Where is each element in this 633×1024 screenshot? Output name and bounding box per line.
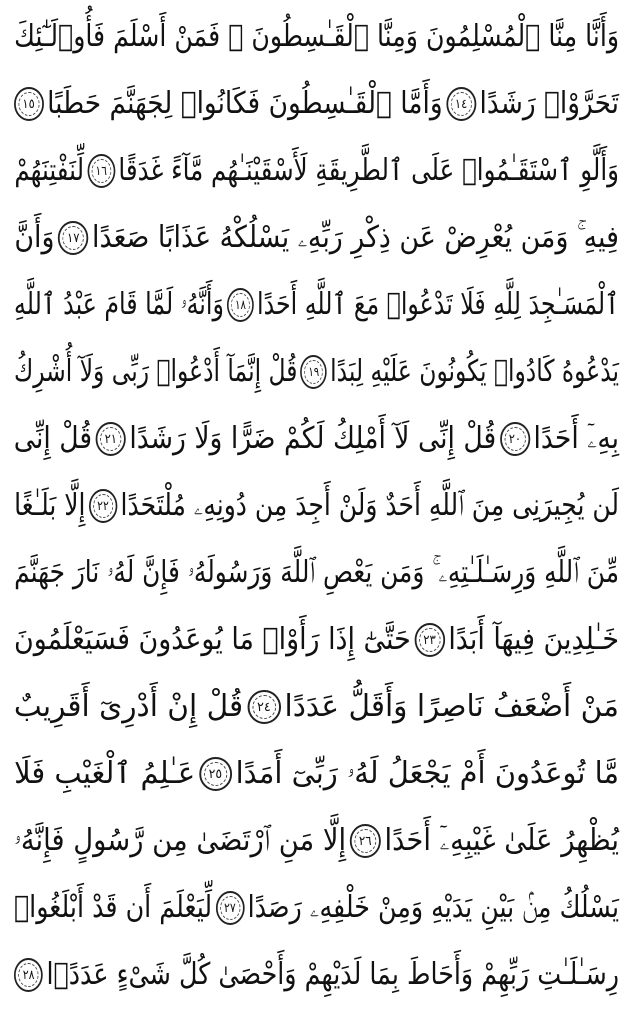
verse-line <box>14 138 619 204</box>
verse-text: رِسَـٰلَـٰتِ رَبِّهِمْ وَأَحَاطَ بِمَا لَدَيْهِمْ وَأَحْصَىٰ كُلَّ شَىْءٍ عَدَدًۢا <box>46 957 619 992</box>
verse-text: تَحَرَّوْا۟ رَشَدًا <box>479 86 619 121</box>
verse-line-text <box>13 823 619 858</box>
verse-line <box>14 339 619 405</box>
ayah-number: ٢٤ <box>256 699 271 715</box>
verse-line <box>14 607 619 673</box>
verse-line-text <box>14 488 619 523</box>
verse-line <box>14 71 619 137</box>
verse-text: مَّا تُوعَدُونَ أَمْ يَجْعَلُ لَهُۥ رَبِّىٓ أَمَدًا <box>235 756 619 791</box>
ayah-number: ٢٥ <box>208 766 223 782</box>
verse-line <box>14 272 619 338</box>
verse-line-text <box>14 19 620 54</box>
verse-text: فِيهِ ۚ وَمَن يُعْرِضْ عَن ذِكْرِ رَبِّهِۦ يَسْلُكْهُ عَذَابًا صَعَدًا <box>92 220 619 255</box>
verse-text: وَأَمَّا ٱلْقَـٰسِطُونَ فَكَانُوا۟ لِجَهَنَّمَ حَطَبًا <box>47 86 443 121</box>
verse-text: إِلَّا مَنِ ٱرْتَضَىٰ مِن رَّسُولٍ فَإِنَّهُۥ <box>13 823 347 858</box>
verse-line-text <box>14 153 619 188</box>
verse-line <box>14 205 619 271</box>
verse-text: يَدْعُوهُ كَادُوا۟ يَكُونُونَ عَلَيْهِ لِبَدًا <box>330 354 619 389</box>
ayah-number-marker <box>87 154 115 188</box>
verse-text: مِّنَ ٱللَّهِ وَرِسَـٰلَـٰتِهِۦ ۚ وَمَن يَعْصِ ٱللَّهَ وَرَسُولَهُۥ فَإِنَّ لَهُۥ نَارَ جَهَنَّمَ <box>14 555 619 590</box>
verse-line-text <box>13 890 619 925</box>
verse-text: خَـٰلِدِينَ فِيهَآ أَبَدًا <box>448 622 619 657</box>
verse-text: عَـٰلِمُ ٱلْغَيْبِ فَلَا <box>14 756 196 791</box>
verse-text: قُلْ إِنِّى <box>13 421 93 456</box>
ayah-number: ١٩ <box>308 364 320 380</box>
verse-line-text <box>22 86 619 121</box>
ayah-number: ١٤ <box>454 96 468 112</box>
ayah-number: ٢٣ <box>423 632 436 648</box>
verse-text: لَن يُجِيرَنِى مِنَ ٱللَّهِ أَحَدٌ وَلَنْ أَجِدَ مِن دُونِهِۦ مُلْتَحَدًا <box>120 488 619 523</box>
verse-text: قُلْ إِنِّى لَآ أَمْلِكُ لَكُمْ ضَرًّا وَلَا رَشَدًا <box>129 421 497 456</box>
verse-text: ٱلْمَسَـٰجِدَ لِلَّهِ فَلَا تَدْعُوا۟ مَعَ ٱللَّهِ أَحَدًا <box>257 287 619 322</box>
verse-line-text <box>22 957 619 992</box>
ayah-number-marker <box>14 87 44 121</box>
ayah-number-marker <box>500 422 530 456</box>
verse-text: قُلْ إِنْ أَدْرِىٓ أَقَرِيبٌ <box>13 689 244 724</box>
ayah-number-marker <box>414 623 444 657</box>
verse-line <box>14 808 619 874</box>
verse-line-text <box>14 220 619 255</box>
verse-text: لِّيَعْلَمَ أَن قَدْ أَبْلَغُوا۟ <box>13 890 213 925</box>
verse-line-text <box>13 622 619 657</box>
ayah-number: ١٦ <box>95 163 107 179</box>
ayah-number-marker <box>301 355 328 389</box>
verse-text: مَنْ أَضْعَفُ نَاصِرًا وَأَقَلُّ عَدَدًا <box>284 689 619 724</box>
verse-line-text <box>13 421 619 456</box>
ayah-number: ٢٧ <box>224 900 236 916</box>
verse-line-text <box>13 354 619 389</box>
verse-line <box>14 741 619 807</box>
ayah-number: ١٧ <box>67 230 80 246</box>
ayah-number-marker <box>199 757 232 791</box>
ayah-number: ٢٢ <box>97 498 109 514</box>
ayah-number: ١٥ <box>22 96 35 112</box>
verse-line <box>14 942 619 1008</box>
ayah-number-marker <box>350 824 381 858</box>
ayah-number: ١٨ <box>234 297 246 313</box>
ayah-number-marker <box>247 690 281 724</box>
verse-line <box>14 473 619 539</box>
verse-text: إِلَّا بَلَـٰغًا <box>14 488 86 523</box>
verse-line <box>14 4 619 70</box>
verse-line-text <box>13 689 619 724</box>
verse-text: وَأَلَّوِ ٱسْتَقَـٰمُوا۟ عَلَى ٱلطَّرِيقَةِ لَأَسْقَيْنَـٰهُم مَّآءً غَدَقًا <box>118 153 619 188</box>
ayah-number-marker <box>14 958 43 992</box>
verse-line-text <box>14 555 619 590</box>
ayah-number-marker <box>446 87 476 121</box>
verse-text: قُلْ إِنَّمَآ أَدْعُوا۟ رَبِّى وَلَآ أُشْرِكُ <box>13 354 298 389</box>
verse-line <box>14 540 619 606</box>
ayah-number: ٢١ <box>104 431 117 447</box>
ayah-number-marker <box>89 489 117 523</box>
verse-text: بِهِۦٓ أَحَدًا <box>533 421 619 456</box>
ayah-number-marker <box>96 422 126 456</box>
verse-text: وَأَنَّهُۥ لَمَّا قَامَ عَبْدُ ٱللَّهِ <box>14 287 224 322</box>
verse-text: لِّنَفْتِنَهُمْ <box>14 153 85 188</box>
verse-line <box>14 674 619 740</box>
verse-text: حَتَّىٰٓ إِذَا رَأَوْا۟ مَا يُوعَدُونَ فَسَيَعْلَمُونَ <box>13 622 411 657</box>
verse-line-text <box>14 287 619 322</box>
ayah-number: ٢٦ <box>358 833 372 849</box>
verse-line-text <box>14 756 619 791</box>
verse-line <box>14 875 619 941</box>
ayah-number-marker <box>216 891 245 925</box>
ayah-number: ٢٠ <box>508 431 522 447</box>
verse-text: يَسْلُكُ مِنۢ بَيْنِ يَدَيْهِ وَمِنْ خَلْفِهِۦ رَصَدًا <box>247 890 619 925</box>
verse-text: وَأَنَّا مِنَّا ٱلْمُسْلِمُونَ وَمِنَّا ٱلْقَـٰسِطُونَ ۖ فَمَنْ أَسْلَمَ فَأُو۟لَـٰٓئِكَ <box>14 19 620 54</box>
ayah-number-marker <box>58 221 88 255</box>
ayah-number: ٢٨ <box>22 967 35 983</box>
verse-line <box>14 406 619 472</box>
verse-text: وَأَنَّ <box>14 220 55 255</box>
verse-text: يُظْهِرُ عَلَىٰ غَيْبِهِۦٓ أَحَدًا <box>384 823 619 858</box>
ayah-number-marker <box>227 288 254 322</box>
